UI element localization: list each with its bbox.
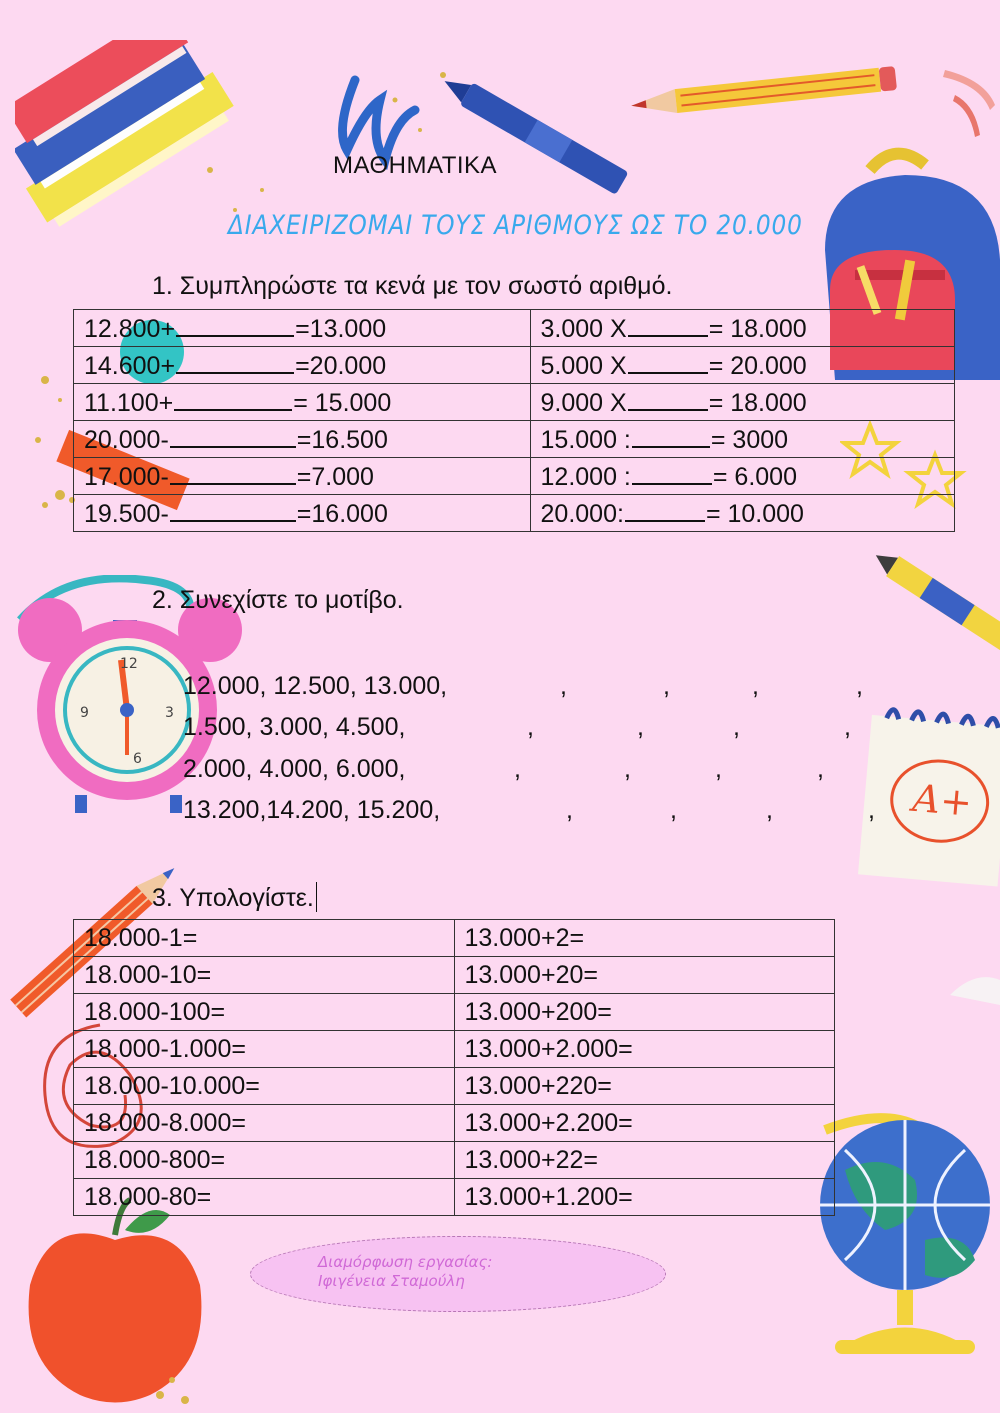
table-cell[interactable]: 13.000+22= — [454, 1142, 835, 1179]
equation-part: 5.000 Χ — [540, 351, 627, 380]
table-cell — [74, 384, 531, 421]
answer-blank[interactable] — [628, 387, 708, 411]
table-row — [74, 1179, 835, 1216]
pattern-separator: , — [527, 713, 534, 741]
equation-part: = 18.000 — [708, 314, 807, 343]
credit-line-2: Ιφιγένεια Σταμούλη — [318, 1272, 465, 1290]
table-cell — [74, 421, 531, 458]
equation-part: =20.000 — [295, 351, 387, 380]
answer-blank[interactable] — [632, 424, 710, 448]
table-cell[interactable]: 13.000+2.000= — [454, 1031, 835, 1068]
task3-heading-text: 3. Υπολογίστε. — [152, 884, 314, 912]
text-cursor — [316, 882, 317, 912]
equation-part: =16.000 — [296, 499, 388, 528]
table-row — [74, 920, 835, 957]
pattern-separator: , — [752, 672, 759, 700]
equation-part: 15.000 : — [540, 425, 631, 454]
table-row — [74, 1105, 835, 1142]
pattern-separator: , — [766, 796, 773, 824]
answer-blank[interactable] — [632, 461, 712, 485]
equation-part: 20.000- — [84, 425, 169, 454]
table-cell[interactable]: 18.000-10= — [74, 957, 455, 994]
pattern-separator: , — [733, 713, 740, 741]
equation-part: = 3000 — [710, 425, 789, 454]
table-row — [74, 1031, 835, 1068]
pattern-line: 12.000, 12.500, 13.000, — [183, 672, 448, 700]
equation-part: 14.600+ — [84, 351, 176, 380]
pattern-separator: , — [637, 713, 644, 741]
svg-text:6: 6 — [133, 751, 142, 767]
table-cell — [530, 384, 954, 421]
table-cell — [530, 495, 954, 532]
table-cell — [530, 458, 954, 495]
topic-subtitle: ΔΙΑΧΕΙΡΙΖΟΜΑΙ ΤΟΥΣ ΑΡΙΘΜΟΥΣ ΩΣ ΤΟ 20.000 — [228, 210, 803, 241]
answer-blank[interactable] — [170, 461, 296, 485]
table-row — [74, 957, 835, 994]
table-row — [74, 1142, 835, 1179]
equation-part: =13.000 — [295, 314, 387, 343]
calculation-table — [73, 919, 835, 1216]
subject-title: ΜΑΘΗΜΑΤΙΚΑ — [333, 152, 498, 179]
equation-part: = 10.000 — [705, 499, 804, 528]
table-cell[interactable]: 13.000+200= — [454, 994, 835, 1031]
pattern-separator: , — [560, 672, 567, 700]
equation-part: 17.000- — [84, 462, 169, 491]
table-cell[interactable]: 18.000-100= — [74, 994, 455, 1031]
pattern-separator: , — [663, 672, 670, 700]
table-cell — [74, 495, 531, 532]
answer-blank[interactable] — [176, 313, 294, 337]
task2-heading: 2. Συνεχίστε το μοτίβο. — [152, 586, 404, 614]
answer-blank[interactable] — [628, 313, 708, 337]
table-cell — [74, 310, 531, 347]
table-cell — [74, 458, 531, 495]
equation-part: = 6.000 — [712, 462, 797, 491]
table-cell[interactable]: 13.000+2= — [454, 920, 835, 957]
table-cell[interactable]: 13.000+20= — [454, 957, 835, 994]
pattern-separator: , — [817, 755, 824, 783]
pattern-separator: , — [844, 713, 851, 741]
equation-part: 12.000 : — [540, 462, 631, 491]
credit-text — [318, 1253, 492, 1291]
answer-blank[interactable] — [628, 350, 708, 374]
pattern-separator: , — [715, 755, 722, 783]
task3-heading — [152, 882, 317, 913]
equation-part: 20.000: — [540, 499, 624, 528]
table-row — [74, 1068, 835, 1105]
answer-blank[interactable] — [625, 498, 705, 522]
table-cell[interactable]: 18.000-80= — [74, 1179, 455, 1216]
task1-heading: 1. Συμπληρώστε τα κενά με τον σωστό αριθμό. — [152, 272, 673, 300]
table-cell[interactable]: 13.000+220= — [454, 1068, 835, 1105]
pattern-separator: , — [856, 672, 863, 700]
table-cell — [530, 310, 954, 347]
table-cell — [74, 347, 531, 384]
answer-blank[interactable] — [170, 498, 296, 522]
table-row — [74, 495, 955, 532]
equation-part: = 15.000 — [293, 388, 392, 417]
table-cell[interactable]: 18.000-8.000= — [74, 1105, 455, 1142]
fill-in-blanks-table — [73, 309, 955, 532]
pattern-line: 1.500, 3.000, 4.500, — [183, 713, 406, 741]
table-row — [74, 994, 835, 1031]
equation-part: =7.000 — [296, 462, 374, 491]
table-row — [74, 421, 955, 458]
equation-part: =16.500 — [296, 425, 388, 454]
table-row — [74, 458, 955, 495]
equation-part: = 20.000 — [708, 351, 807, 380]
table-row — [74, 310, 955, 347]
table-cell — [530, 421, 954, 458]
table-cell[interactable]: 13.000+1.200= — [454, 1179, 835, 1216]
equation-part: 12.800+ — [84, 314, 176, 343]
table-cell[interactable]: 18.000-10.000= — [74, 1068, 455, 1105]
table-cell[interactable]: 18.000-1.000= — [74, 1031, 455, 1068]
pattern-separator: , — [868, 796, 875, 824]
pattern-separator: , — [670, 796, 677, 824]
table-cell[interactable]: 18.000-800= — [74, 1142, 455, 1179]
equation-part: 9.000 Χ — [540, 388, 627, 417]
answer-blank[interactable] — [174, 387, 292, 411]
table-row — [74, 384, 955, 421]
table-row — [74, 347, 955, 384]
equation-part: 19.500- — [84, 499, 169, 528]
svg-text:12: 12 — [120, 656, 138, 672]
pattern-line: 2.000, 4.000, 6.000, — [183, 755, 406, 783]
equation-part: = 18.000 — [708, 388, 807, 417]
equation-part: 11.100+ — [84, 388, 174, 417]
table-cell — [530, 347, 954, 384]
answer-blank[interactable] — [170, 424, 296, 448]
svg-text:9: 9 — [80, 705, 89, 721]
pattern-separator: , — [624, 755, 631, 783]
table-cell[interactable]: 18.000-1= — [74, 920, 455, 957]
pattern-separator: , — [566, 796, 573, 824]
equation-part: 3.000 Χ — [540, 314, 627, 343]
svg-text:3: 3 — [165, 705, 174, 721]
pattern-line: 13.200,14.200, 15.200, — [183, 796, 441, 824]
table-cell[interactable]: 13.000+2.200= — [454, 1105, 835, 1142]
credit-line-1: Διαμόρφωση εργασίας: — [318, 1253, 493, 1271]
answer-blank[interactable] — [176, 350, 294, 374]
grade-text: A+ — [910, 775, 974, 825]
pattern-separator: , — [514, 755, 521, 783]
